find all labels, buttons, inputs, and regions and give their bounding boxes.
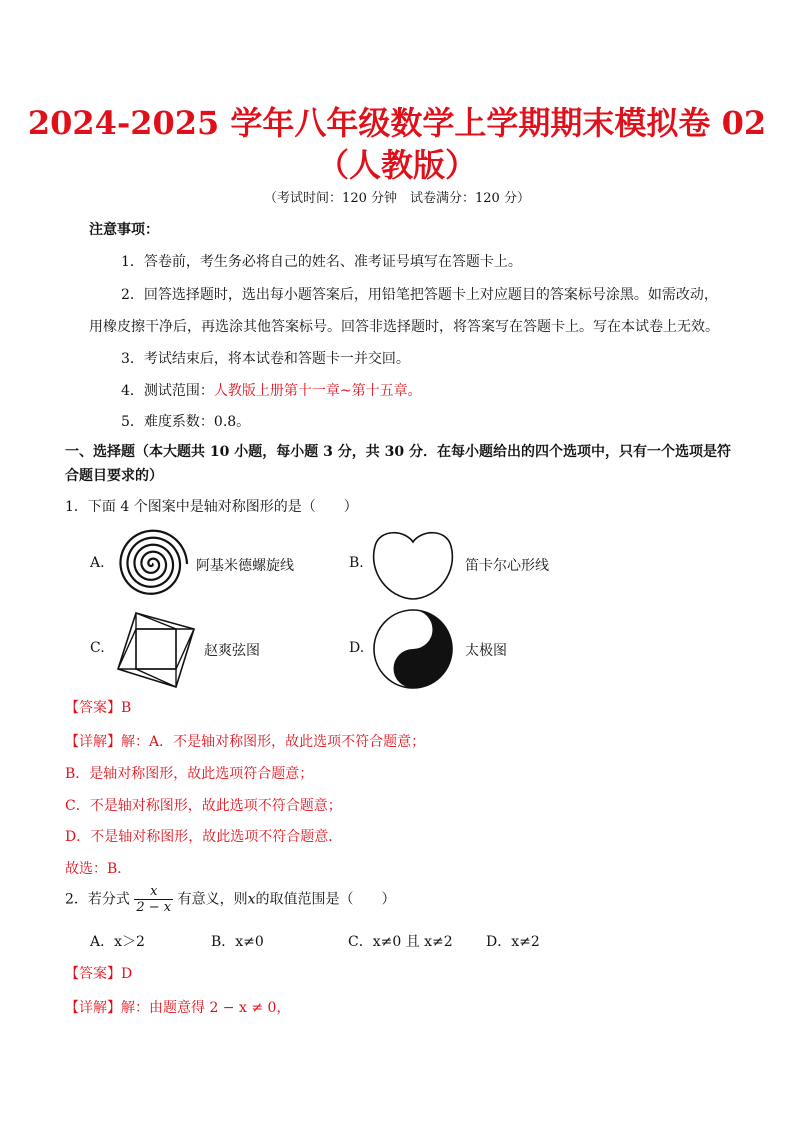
- archimedes-spiral-icon: [114, 526, 190, 602]
- option-d-label: 太极图: [465, 643, 507, 659]
- notes-heading: 注意事项：: [89, 222, 159, 238]
- q2-prefix: 2．若分式: [65, 891, 130, 908]
- fraction: [134, 884, 173, 915]
- question-2-detail: [65, 997, 290, 1017]
- fraction-numerator: x: [150, 884, 158, 899]
- option-d-letter: D.: [349, 640, 365, 656]
- detail-label: 【详解】: [65, 1000, 121, 1016]
- detail-text: 解：A．不是轴对称图形，故此选项不符合题意；: [121, 734, 426, 750]
- note-item-2-cont: 用橡皮擦干净后，再选涂其他答案标号。回答非选择题时，将答案写在答题卡上。写在本试卷上无效。: [89, 319, 719, 335]
- question-2-answer: 【答案】D: [65, 966, 133, 982]
- option-a-letter: A.: [90, 555, 105, 571]
- question-1-stem: 1．下面 4 个图案中是轴对称图形的是（ ）: [65, 499, 358, 515]
- question-1-conclusion: 故选：B．: [65, 861, 132, 877]
- test-range: 人教版上册第十一章~第十五章。: [213, 383, 422, 399]
- option-a-label: 阿基米德螺旋线: [196, 558, 294, 574]
- q2-option-d: D．x≠2: [486, 934, 540, 950]
- question-2-stem: [65, 884, 396, 915]
- option-c-label: 赵爽弦图: [204, 643, 260, 659]
- q2-var: x: [247, 891, 256, 908]
- note-item-3: 3．考试结束后，将本试卷和答题卡一并交回。: [121, 351, 410, 367]
- page-title-edition: （人教版）: [316, 146, 477, 184]
- option-c-letter: C.: [90, 640, 105, 656]
- note-item-2: 2．回答选择题时，选出每小题答案后，用铅笔把答题卡上对应题目的答案标号涂黑。如需改动，: [121, 287, 718, 303]
- q2-suffix: 的取值范围是（ ）: [255, 891, 396, 908]
- cardioid-icon: [370, 526, 456, 602]
- taiji-icon: [372, 608, 454, 690]
- option-b-letter: B.: [349, 555, 364, 571]
- note-item-1: 1．答卷前，考生务必将自己的姓名、准考证号填写在答题卡上。: [121, 254, 522, 270]
- note-item-4-prefix: 4．测试范围：: [121, 383, 214, 399]
- question-1-answer: 【答案】B: [65, 700, 132, 716]
- fraction-denominator: 2 − x: [136, 900, 172, 915]
- note-item-4: [121, 380, 422, 400]
- q2-option-b: B．x≠0: [211, 934, 264, 950]
- page-title: 2024-2025 学年八年级数学上学期期末模拟卷 02: [27, 104, 767, 142]
- detail-label: 【详解】: [65, 734, 121, 750]
- question-1-detail-c: C．不是轴对称图形，故此选项不符合题意；: [65, 798, 342, 814]
- note-item-5: 5．难度系数：0.8。: [121, 414, 251, 430]
- section-heading-cont: 合题目要求的）: [65, 468, 163, 484]
- q2-option-c: C．x≠0 且 x≠2: [348, 934, 453, 950]
- zhao-shuang-diagram-icon: [114, 607, 198, 691]
- q2-option-a: A．x＞2: [90, 934, 145, 950]
- option-b-label: 笛卡尔心形线: [465, 558, 549, 574]
- question-1-detail-b: B．是轴对称图形，故此选项符合题意；: [65, 766, 314, 782]
- detail-text: 解：由题意得 2 − x ≠ 0，: [121, 1000, 291, 1016]
- section-heading: 一、选择题（本大题共 10 小题，每小题 3 分，共 30 分．在每小题给出的四个选项中，只有一个选项是符: [65, 444, 731, 460]
- question-1-detail-d: D．不是轴对称图形，故此选项不符合题意．: [65, 829, 343, 845]
- question-1-detail: [65, 731, 425, 751]
- exam-info: （考试时间：120 分钟 试卷满分：120 分）: [264, 191, 530, 206]
- q2-mid: 有意义，则: [177, 891, 248, 908]
